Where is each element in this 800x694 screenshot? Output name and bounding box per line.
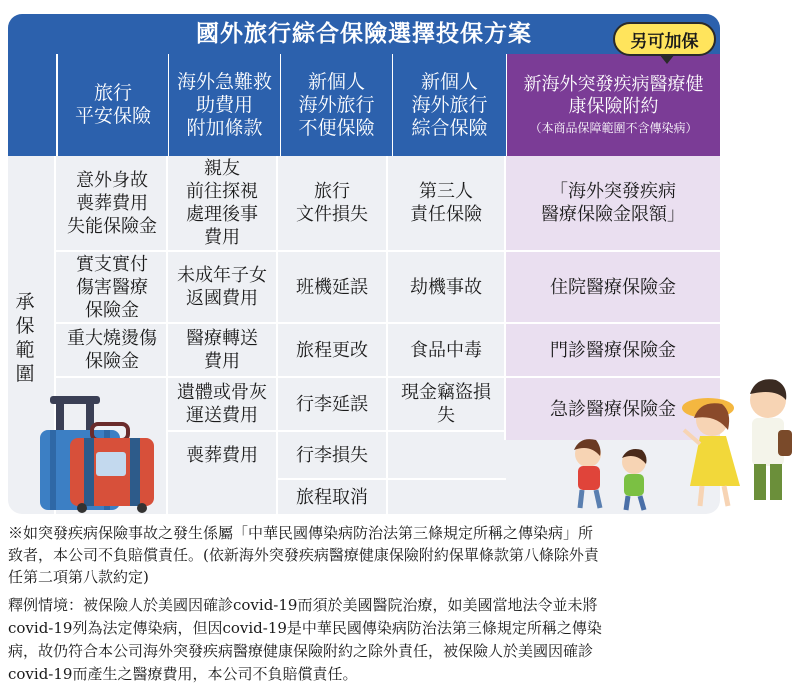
footnote-line-3: 任第二項第八款約定)	[8, 568, 149, 586]
column-header-emergency-assistance: 海外急難救 助費用 附加條款	[168, 54, 280, 156]
cell-c3-r6: 旅程取消	[296, 486, 368, 508]
cell-c4-r3: 食品中毒	[410, 339, 482, 361]
cell-c5-r2: 住院醫療保險金	[550, 276, 676, 298]
cell-c2-r5: 喪葬費用	[186, 444, 258, 466]
cell-c3-r5: 行李損失	[296, 444, 368, 466]
cell-c2-r4: 遺體或骨灰 運送費用	[177, 382, 267, 426]
cell-c5-r4: 急診醫療保險金	[550, 398, 676, 420]
cell-c3-r1: 旅行 文件損失	[296, 181, 368, 225]
cell-c3-r3: 旅程更改	[296, 339, 368, 361]
cell-c5-r1: 「海外突發疾病 醫療保險金限額」	[541, 181, 685, 225]
man-icon	[750, 379, 792, 500]
cell-c2-r2: 未成年子女 返國費用	[177, 265, 267, 309]
cell-c1-r2: 實支實付 傷害醫療 保險金	[76, 253, 148, 321]
page-title: 國外旅行綜合保險選擇投保方案	[8, 14, 720, 54]
example-line-3: 病，故仍符合本公司海外突發疾病醫療健康保險附約之除外責任，被保險人於美國因確診	[8, 642, 594, 660]
cell-c5-r3: 門診醫療保險金	[550, 339, 676, 361]
cell-c2-r3: 醫療轉送 費用	[186, 328, 258, 372]
cell-c3-r4: 行李延誤	[296, 393, 368, 415]
column-header-note: （本商品保障範圍不含傳染病）	[529, 121, 698, 135]
column-header-travel-inconvenience: 新個人 海外旅行 不便保險	[280, 54, 392, 156]
example-line-4: covid-19而產生之醫療費用，本公司不負賠償責任。	[8, 665, 358, 683]
example-line-1: 釋例情境：被保險人於美國因確診covid-19而須於美國醫院治療，如美國當地法令並未將	[8, 596, 598, 614]
cell-c4-r1: 第三人 責任保險	[410, 181, 482, 225]
cell-c1-r3: 重大燒燙傷 保險金	[67, 328, 157, 372]
cell-c4-r2: 劫機事故	[410, 276, 482, 298]
column-header-travel-comprehensive: 新個人 海外旅行 綜合保險	[392, 54, 506, 156]
cell-c4-r4: 現金竊盜損 失	[401, 382, 491, 426]
cell-c3-r2: 班機延誤	[296, 276, 368, 298]
column-header-sudden-illness-rider: 新海外突發疾病醫療健 康保險附約 （本商品保障範圍不含傳染病）	[506, 54, 720, 156]
cell-c1-r1: 意外身故 喪葬費用 失能保險金	[67, 169, 157, 237]
coverage-panel	[8, 14, 720, 514]
footnote-line-2: 致者，本公司不負賠償責任。(依新海外突發疾病醫療健康保險附約保單條款第八條除外責	[8, 546, 599, 564]
footnote-line-1: ※如突發疾病保險事故之發生係屬「中華民國傳染病防治法第三條規定所稱之傳染病」所	[8, 524, 594, 542]
column-header-travel-accident: 旅行 平安保險	[56, 54, 168, 156]
cell-c2-r1: 親友 前往探視 處理後事 費用	[186, 158, 258, 248]
scope-label: 承 保 範 圍	[15, 291, 35, 385]
example-line-2: covid-19列為法定傳染病，但因covid-19是中華民國傳染病防治法第三條規定所稱之傳染	[8, 619, 602, 637]
addon-badge: 另可加保	[613, 22, 716, 56]
